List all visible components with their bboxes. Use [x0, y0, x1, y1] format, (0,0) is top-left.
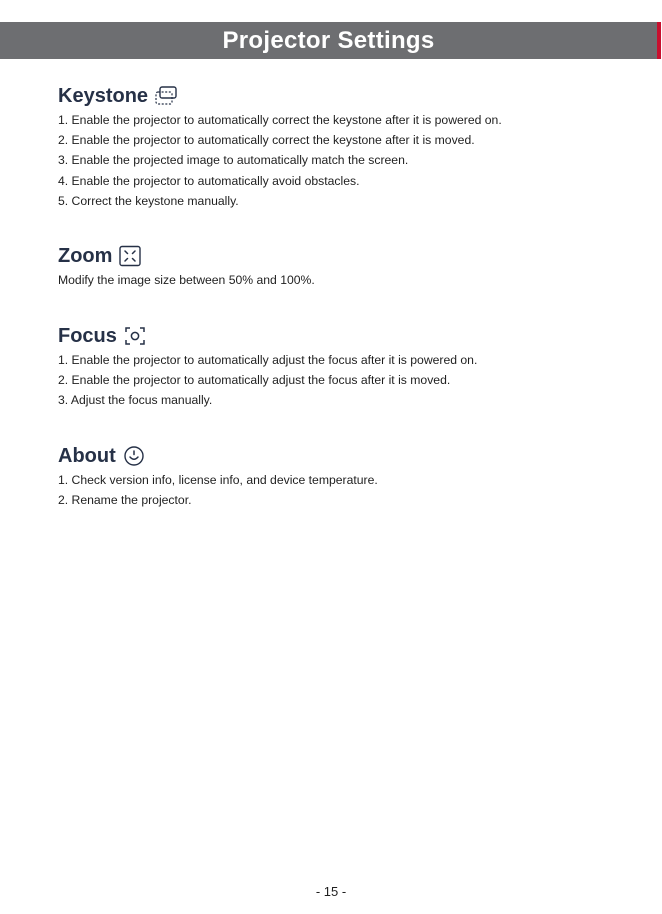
section-zoom [58, 242, 642, 290]
list-item: 1. Check version info, license info, and device temperature. [58, 473, 378, 487]
list-item: 3. Adjust the focus manually. [58, 393, 213, 408]
list-item: 1. Enable the projector to automatically correct the keystone after it is powered on. [58, 113, 502, 127]
section-heading [58, 442, 642, 470]
section-title: Zoom [58, 244, 113, 267]
section-heading [58, 82, 642, 110]
page-number: - 15 - [315, 884, 347, 899]
focus-icon [123, 325, 147, 347]
zoom-icon [118, 245, 142, 267]
section-title: About [58, 444, 116, 467]
list-item: 2. Rename the projector. [58, 493, 192, 508]
page-title: Projector Settings [222, 27, 435, 54]
header-bar [0, 22, 661, 59]
list-item: 5. Correct the keystone manually. [58, 193, 239, 208]
section-heading [58, 242, 642, 270]
list-item: 4. Enable the projector to automatically avoid obstacles. [58, 173, 360, 188]
section-keystone [58, 82, 642, 211]
list-item: 2. Enable the projector to automatically correct the keystone after it is moved. [58, 133, 475, 148]
list-item: 3. Enable the projected image to automatically match the screen. [58, 153, 409, 168]
section-heading [58, 322, 642, 350]
list-item: 2. Enable the projector to automatically adjust the focus after it is moved. [58, 373, 451, 388]
section-about [58, 442, 642, 510]
about-icon [122, 445, 146, 467]
keystone-icon [154, 85, 178, 107]
list-item: 1. Enable the projector to automatically adjust the focus after it is powered on. [58, 353, 478, 367]
section-focus [58, 322, 642, 411]
section-title: Focus [58, 324, 117, 347]
list-item: Modify the image size between 50% and 100%. [58, 273, 315, 287]
section-title: Keystone [58, 84, 149, 107]
